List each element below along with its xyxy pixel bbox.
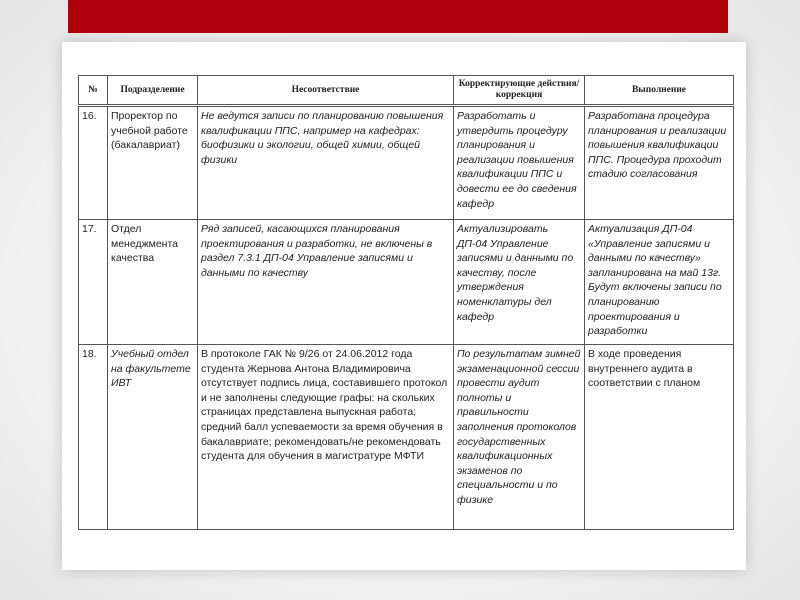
row-issue: Ряд записей, касающихся планирования проектирования и разработки, не включены в раздел 7.3.1 ДП-04 Управление записями и данными по качеству — [198, 220, 454, 345]
header-num: № — [79, 76, 108, 106]
header-unit: Подразделение — [108, 76, 198, 106]
table-header-row — [79, 76, 734, 106]
row-unit: Проректор по учебной работе (бакалавриат) — [108, 106, 198, 220]
header-action: Корректирующие действия/коррекция — [454, 76, 585, 106]
row-num: 18. — [79, 345, 108, 530]
slide-content — [62, 42, 746, 570]
table-row — [79, 106, 734, 220]
row-action: Актуализировать ДП-04 Управление записями и данными по качеству, после утверждения номенклатуры дел кафедр — [454, 220, 585, 345]
row-issue: Не ведутся записи по планированию повышения квалификации ППС, например на кафедрах: биофизики и экологии, общей химии, общей физики — [198, 106, 454, 220]
header-red-bar — [68, 0, 728, 33]
row-action: Разработать и утвердить процедуру планирования и реализации повышения квалификации ППС и довести ее до сведения кафедр — [454, 106, 585, 220]
row-result: В ходе проведения внутреннего аудита в соответствии с планом — [585, 345, 734, 530]
row-unit: Отдел менеджмента качества — [108, 220, 198, 345]
table-row — [79, 220, 734, 345]
header-result: Выполнение — [585, 76, 734, 106]
header-issue: Несоответствие — [198, 76, 454, 106]
row-result: Разработана процедура планирования и реализации повышения квалификации ППС. Процедура проходит стадию согласования — [585, 106, 734, 220]
row-num: 16. — [79, 106, 108, 220]
table-row — [79, 345, 734, 530]
row-num: 17. — [79, 220, 108, 345]
row-result: Актуализация ДП-04 «Управление записями и данными по качеству» запланирована на май 13г. Будут включены записи по планированию проектирования и разработки — [585, 220, 734, 345]
row-action: По результатам зимней экзаменационной сессии провести аудит полноты и правильности заполнения протоколов государственных квалификационных экзаменов по специальности и по физике — [454, 345, 585, 530]
row-issue: В протоколе ГАК № 9/26 от 24.06.2012 года студента Жернова Антона Владимировича отсутствует подпись лица, составившего протокол и не заполнены следующие графы: на скольких страницах представлена выпускная работа; средний балл успеваемости за время обучения в бакалавриате; рекомендовать/не рекомендовать студента для обучения в магистратуре МФТИ — [198, 345, 454, 530]
nonconformity-table — [78, 75, 734, 530]
row-unit: Учебный отдел на факультете ИВТ — [108, 345, 198, 530]
